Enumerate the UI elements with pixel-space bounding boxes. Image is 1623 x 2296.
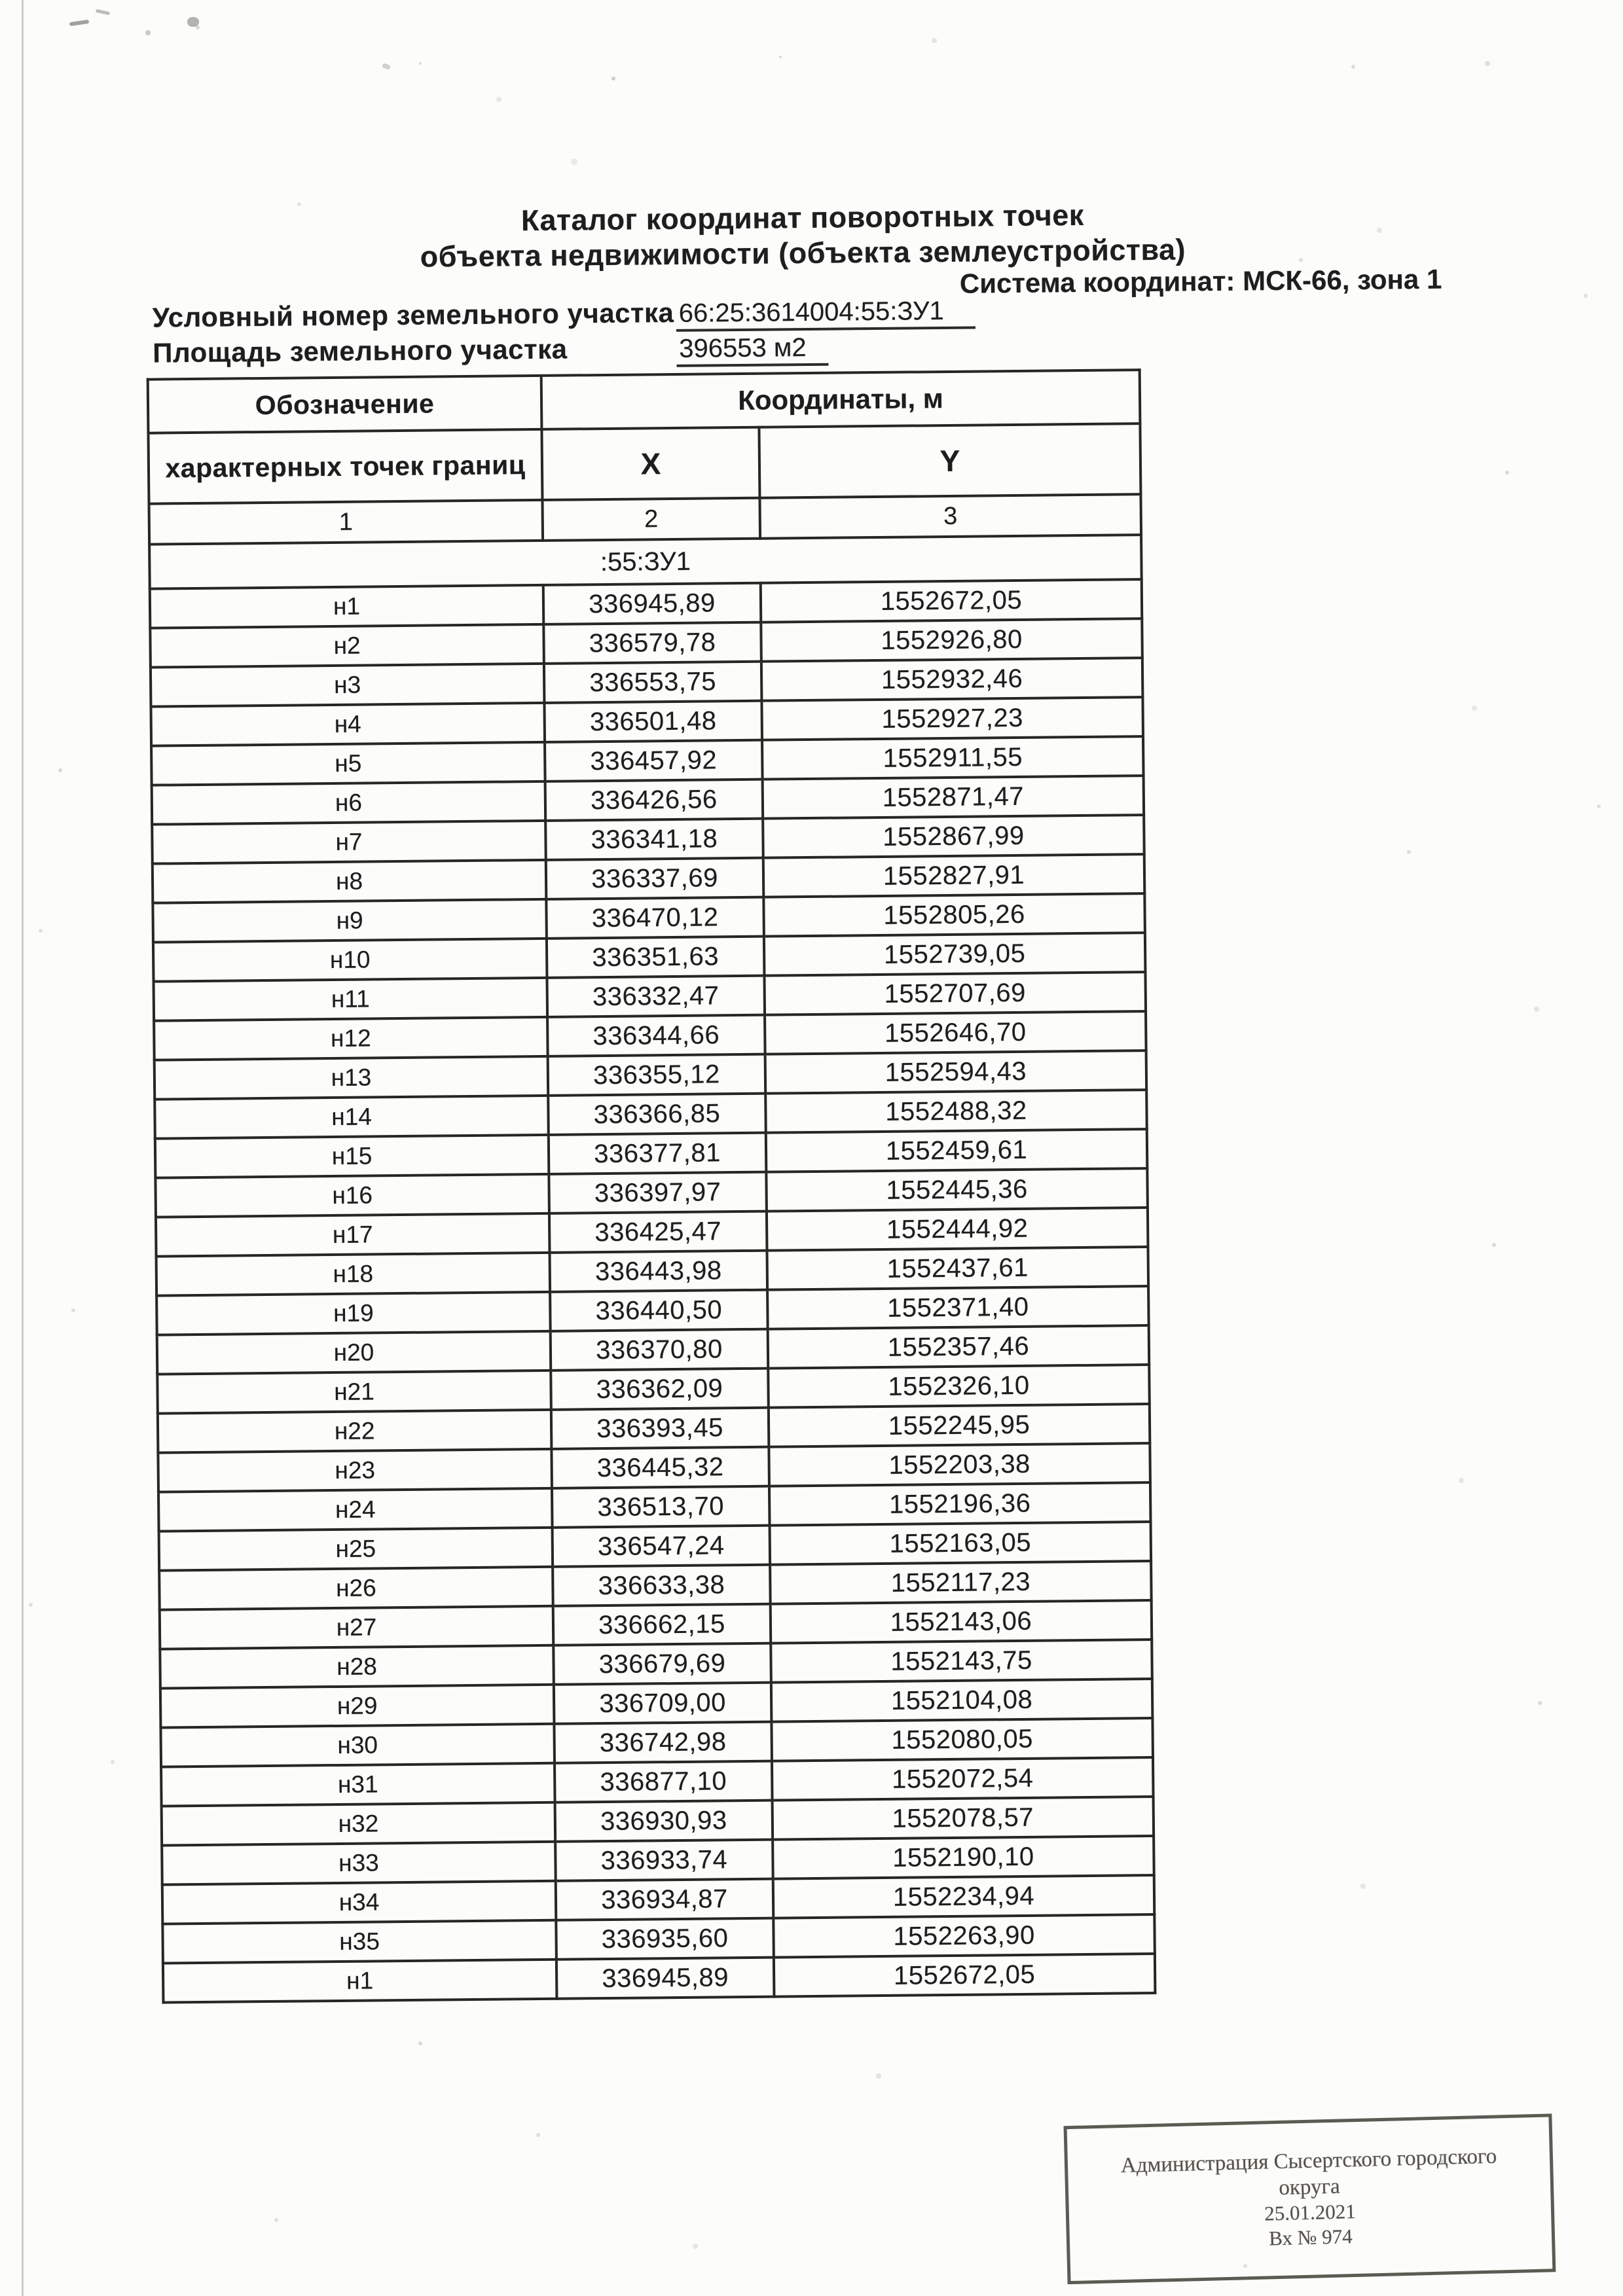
cadastral-number-row: [153, 295, 976, 334]
coordinates-table: [147, 368, 1157, 2003]
y-value: 1552445,36: [766, 1168, 1148, 1211]
point-label: н7: [152, 821, 546, 864]
points-column-header-line1: Обозначение: [148, 376, 542, 433]
x-value: 336501,48: [544, 701, 762, 742]
y-value: 1552927,23: [761, 697, 1143, 740]
point-label: н21: [157, 1371, 551, 1414]
y-value: 1552488,32: [765, 1090, 1147, 1133]
x-value: 336337,69: [546, 858, 764, 899]
x-value: 336553,75: [544, 662, 762, 703]
y-value: 1552203,38: [769, 1443, 1150, 1486]
x-value: 336933,74: [555, 1840, 773, 1881]
x-value: 336370,80: [551, 1329, 769, 1371]
title-line-1: Каталог координат поворотных точек: [520, 198, 1084, 238]
x-value: 336513,70: [552, 1486, 770, 1528]
x-value: 336426,56: [545, 780, 763, 821]
point-label: н10: [153, 939, 547, 982]
x-value: 336945,89: [556, 1958, 775, 1999]
y-value: 1552143,06: [771, 1600, 1152, 1643]
x-value: 336877,10: [555, 1761, 773, 1803]
point-label: н1: [163, 1960, 557, 2003]
y-value: 1552932,46: [761, 658, 1143, 701]
x-value: 336633,38: [553, 1565, 771, 1606]
x-value: 336742,98: [554, 1722, 772, 1763]
point-label: н17: [156, 1213, 550, 1257]
x-value: 336662,15: [553, 1604, 771, 1645]
x-value: 336579,78: [543, 622, 761, 664]
y-value: 1552245,95: [769, 1404, 1150, 1447]
point-label: н26: [159, 1567, 553, 1610]
area-label: Площадь земельного участка: [153, 333, 568, 368]
x-value: 336351,63: [547, 937, 765, 978]
area-row: [153, 331, 829, 369]
y-value: 1552072,54: [772, 1757, 1154, 1801]
x-value: 336355,12: [548, 1054, 766, 1096]
y-value: 1552078,57: [773, 1797, 1154, 1840]
scan-noise: [0, 0, 3, 3]
y-value: 1552190,10: [773, 1836, 1154, 1879]
x-value: 336934,87: [556, 1879, 774, 1920]
y-value: 1552437,61: [767, 1247, 1149, 1290]
point-label: н14: [155, 1096, 549, 1139]
registration-stamp: [1064, 2113, 1556, 2284]
point-label: н6: [152, 781, 546, 825]
point-label: н1: [150, 585, 544, 628]
y-value: 1552739,05: [764, 933, 1146, 976]
stamp-date: 25.01.2021: [1264, 2200, 1357, 2225]
x-value: 336393,45: [551, 1408, 769, 1449]
point-label: н33: [162, 1842, 556, 1885]
point-label: н28: [160, 1645, 554, 1689]
y-value: 1552805,26: [763, 893, 1145, 937]
y-value: 1552263,90: [773, 1914, 1155, 1958]
x-value: 336547,24: [553, 1526, 771, 1567]
point-label: н5: [151, 742, 545, 785]
x-value: 336457,92: [545, 740, 763, 781]
point-label: н8: [153, 860, 547, 903]
coordinate-system-note: Система координат: МСК-66, зона 1: [959, 263, 1442, 299]
stamp-incoming-number: Вх № 974: [1268, 2225, 1353, 2250]
x-value: 336935,60: [556, 1918, 774, 1960]
area-value: 396553 м2: [676, 333, 829, 367]
point-label: н12: [154, 1017, 548, 1060]
point-label: н11: [154, 978, 548, 1021]
y-value: 1552672,05: [761, 579, 1142, 622]
point-label: н9: [153, 899, 547, 942]
y-value: 1552104,08: [771, 1679, 1153, 1722]
x-value: 336366,85: [548, 1094, 766, 1135]
y-value: 1552117,23: [770, 1561, 1152, 1604]
x-column-header: X: [541, 427, 759, 500]
cadastral-number-value: 66:25:3614004:55:ЗУ1: [676, 296, 976, 332]
y-value: 1552234,94: [773, 1875, 1155, 1918]
point-label: н4: [151, 703, 545, 746]
point-label: н32: [162, 1803, 556, 1846]
title-line-2: объекта недвижимости (объекта землеустройства): [420, 232, 1186, 274]
y-value: 1552196,36: [769, 1482, 1151, 1526]
parcel-section-label: :55:ЗУ1: [149, 535, 1142, 589]
y-value: 1552871,47: [763, 776, 1144, 819]
point-label: н24: [158, 1488, 553, 1532]
point-label: н15: [155, 1135, 549, 1178]
x-value: 336445,32: [551, 1447, 769, 1488]
x-value: 336377,81: [549, 1133, 767, 1174]
x-value: 336709,00: [554, 1683, 772, 1724]
y-value: 1552357,46: [768, 1325, 1150, 1369]
point-label: н30: [160, 1724, 555, 1767]
x-value: 336443,98: [550, 1251, 768, 1292]
x-value: 336470,12: [546, 897, 764, 939]
point-label: н20: [157, 1331, 551, 1374]
y-value: 1552444,92: [767, 1208, 1148, 1251]
point-label: н25: [159, 1528, 553, 1571]
point-label: н29: [160, 1685, 555, 1728]
table-body: [150, 579, 1156, 2002]
coordinates-column-header: Координаты, м: [541, 370, 1140, 429]
point-label: н31: [161, 1763, 555, 1806]
x-value: 336425,47: [549, 1211, 767, 1253]
point-label: н22: [158, 1410, 552, 1453]
y-value: 1552594,43: [765, 1050, 1147, 1094]
point-label: н2: [150, 624, 544, 668]
y-value: 1552827,91: [763, 854, 1145, 897]
point-label: н35: [162, 1920, 556, 1964]
x-value: 336341,18: [545, 819, 763, 860]
x-value: 336362,09: [551, 1369, 769, 1410]
y-value: 1552646,70: [765, 1011, 1146, 1054]
y-value: 1552459,61: [766, 1129, 1148, 1172]
point-label: н27: [160, 1606, 554, 1649]
y-value: 1552163,05: [770, 1522, 1152, 1565]
x-value: 336679,69: [553, 1643, 771, 1685]
y-value: 1552371,40: [767, 1286, 1149, 1329]
x-value: 336344,66: [547, 1015, 765, 1056]
y-column-header: Y: [759, 423, 1140, 498]
y-value: 1552080,05: [771, 1718, 1153, 1761]
points-column-header-line2: характерных точек границ: [148, 429, 542, 504]
column-number-2: 2: [542, 498, 760, 541]
stamp-organization-line1: Администрация Сысертского городского: [1120, 2144, 1497, 2178]
y-value: 1552911,55: [762, 736, 1144, 780]
column-number-1: 1: [149, 500, 543, 545]
table-header: [148, 370, 1142, 589]
point-label: н19: [156, 1292, 551, 1335]
point-label: н16: [155, 1174, 549, 1217]
y-value: 1552867,99: [763, 815, 1144, 858]
y-value: 1552707,69: [764, 972, 1146, 1015]
point-label: н23: [158, 1449, 552, 1492]
x-value: 336945,89: [543, 583, 761, 624]
column-number-3: 3: [759, 494, 1141, 539]
y-value: 1552672,05: [774, 1954, 1156, 1997]
point-label: н34: [162, 1881, 556, 1924]
y-value: 1552926,80: [761, 619, 1142, 662]
x-value: 336440,50: [550, 1290, 768, 1331]
cadastral-number-label: Условный номер земельного участка: [152, 296, 674, 333]
point-label: н13: [155, 1056, 549, 1100]
x-value: 336332,47: [547, 976, 765, 1017]
stamp-organization-line2: округа: [1278, 2174, 1341, 2200]
y-value: 1552326,10: [768, 1365, 1150, 1408]
y-value: 1552143,75: [771, 1640, 1152, 1683]
x-value: 336397,97: [549, 1172, 767, 1213]
point-label: н3: [151, 664, 545, 707]
x-value: 336930,93: [555, 1801, 773, 1842]
point-label: н18: [156, 1253, 551, 1296]
